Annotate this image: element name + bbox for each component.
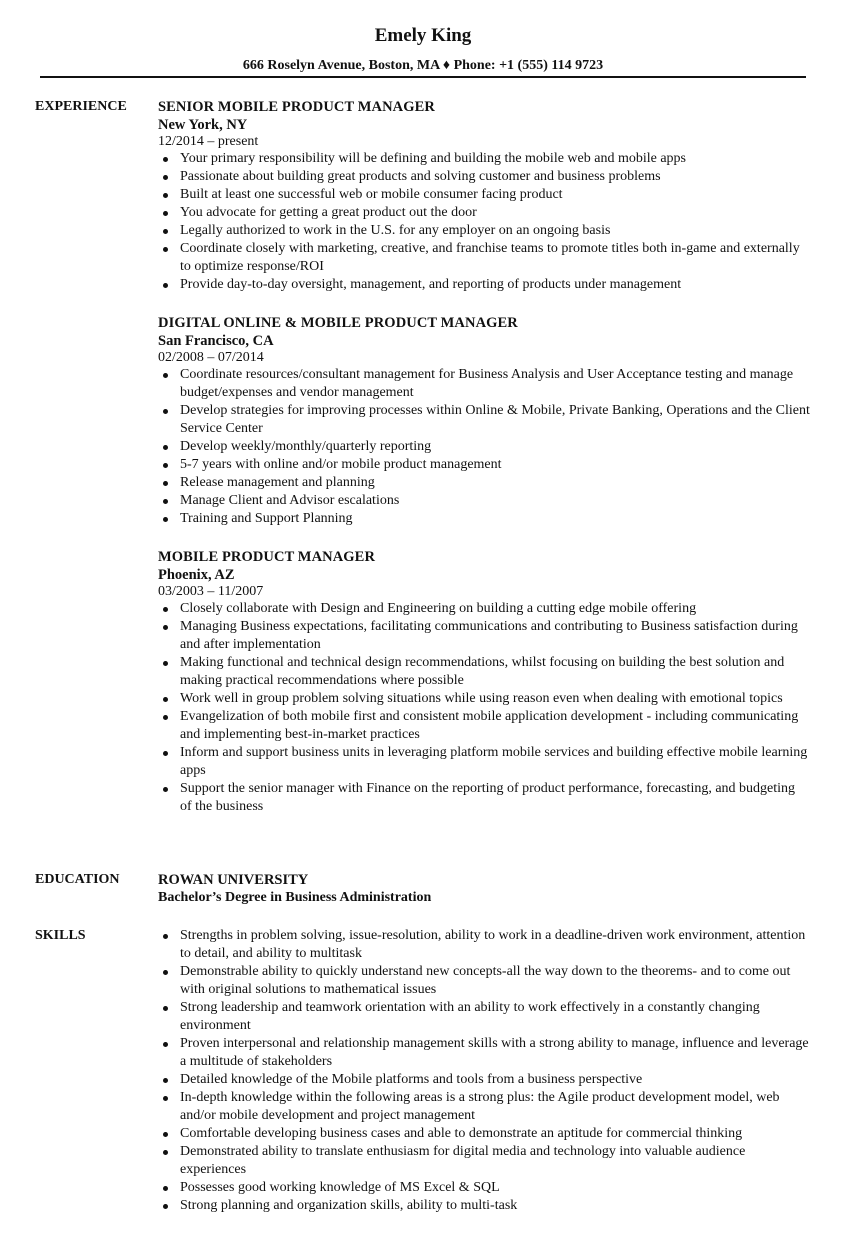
- job-dates: 02/2008 – 07/2014: [158, 350, 264, 365]
- section-label-skills: SKILLS: [35, 928, 86, 943]
- contact-line: 666 Roselyn Avenue, Boston, MA ♦ Phone: +1 (555) 114 9723: [242, 58, 604, 73]
- resume-header: [0, 24, 846, 75]
- list-item: Coordinate resources/consultant management for Business Analysis and User Acceptance testing and manage budget/expenses and vendor management: [158, 366, 810, 402]
- list-item: Manage Client and Advisor escalations: [158, 492, 810, 510]
- section-label-education: EDUCATION: [35, 872, 120, 887]
- list-item: Passionate about building great products and solving customer and business problems: [158, 168, 810, 186]
- list-item: Strengths in problem solving, issue-resolution, ability to work in a deadline-driven work environment, attention to detail, and ability to multitask: [158, 927, 810, 963]
- list-item: Demonstrable ability to quickly understand new concepts-all the way down to the theorems- and to come out with original solutions to mathematical issues: [158, 963, 810, 999]
- list-item: Inform and support business units in leveraging platform mobile services and building effective mobile learning apps: [158, 744, 810, 780]
- list-item: Develop weekly/monthly/quarterly reporting: [158, 438, 810, 456]
- job-title: SENIOR MOBILE PRODUCT MANAGER: [158, 99, 435, 115]
- job-bullets: [158, 150, 810, 294]
- list-item: You advocate for getting a great product out the door: [158, 204, 810, 222]
- list-item: Managing Business expectations, facilitating communications and contributing to Business satisfaction during and after implementation: [158, 618, 810, 654]
- school-name: ROWAN UNIVERSITY: [158, 872, 309, 888]
- list-item: Closely collaborate with Design and Engineering on building a cutting edge mobile offering: [158, 600, 810, 618]
- list-item: Legally authorized to work in the U.S. for any employer on an ongoing basis: [158, 222, 810, 240]
- job-entry: [158, 314, 810, 528]
- list-item: Evangelization of both mobile first and consistent mobile application development - including communicating and implementing best-in-market practices: [158, 708, 810, 744]
- list-item: Comfortable developing business cases and able to demonstrate an aptitude for commercial thinking: [158, 1125, 810, 1143]
- degree-name: Bachelor’s Degree in Business Administration: [158, 890, 432, 905]
- list-item: Making functional and technical design recommendations, whilst focusing on building the best solution and making practical recommendations where possible: [158, 654, 810, 690]
- list-item: Provide day-to-day oversight, management, and reporting of products under management: [158, 276, 810, 294]
- job-location: Phoenix, AZ: [158, 567, 235, 583]
- job-entry: [158, 548, 810, 816]
- candidate-name: Emely King: [374, 25, 472, 46]
- job-dates: 03/2003 – 11/2007: [158, 584, 264, 599]
- job-bullets: [158, 366, 810, 528]
- list-item: Training and Support Planning: [158, 510, 810, 528]
- education-body: [158, 871, 810, 907]
- list-item: Work well in group problem solving situations while using reason even when dealing with emotional topics: [158, 690, 810, 708]
- list-item: Develop strategies for improving processes within Online & Mobile, Private Banking, Operations and the Client Service Center: [158, 402, 810, 438]
- list-item: Detailed knowledge of the Mobile platforms and tools from a business perspective: [158, 1071, 810, 1089]
- list-item: Coordinate closely with marketing, creative, and franchise teams to promote titles both in-game and externally to optimize response/ROI: [158, 240, 810, 276]
- list-item: Demonstrated ability to translate enthusiasm for digital media and technology into valuable audience experiences: [158, 1143, 810, 1179]
- job-title: MOBILE PRODUCT MANAGER: [158, 549, 376, 565]
- job-title: DIGITAL ONLINE & MOBILE PRODUCT MANAGER: [158, 315, 518, 331]
- section-label-experience: EXPERIENCE: [35, 99, 127, 114]
- list-item: Strong planning and organization skills, ability to multi-task: [158, 1197, 810, 1215]
- job-location: San Francisco, CA: [158, 333, 274, 349]
- list-item: In-depth knowledge within the following areas is a strong plus: the Agile product development model, web and/or mobile development and project management: [158, 1089, 810, 1125]
- list-item: Release management and planning: [158, 474, 810, 492]
- list-item: 5-7 years with online and/or mobile product management: [158, 456, 810, 474]
- list-item: Your primary responsibility will be defining and building the mobile web and mobile apps: [158, 150, 810, 168]
- list-item: Strong leadership and teamwork orientation with an ability to work effectively in a constantly changing environment: [158, 999, 810, 1035]
- list-item: Possesses good working knowledge of MS Excel & SQL: [158, 1179, 810, 1197]
- job-bullets: [158, 600, 810, 816]
- list-item: Built at least one successful web or mobile consumer facing product: [158, 186, 810, 204]
- skills-list: [158, 927, 810, 1215]
- job-location: New York, NY: [158, 117, 248, 133]
- header-divider: [40, 76, 806, 78]
- job-entry: [158, 98, 810, 294]
- experience-body: [158, 98, 810, 836]
- skills-body: [158, 927, 810, 1215]
- job-dates: 12/2014 – present: [158, 134, 259, 149]
- list-item: Proven interpersonal and relationship management skills with a strong ability to manage, influence and leverage a multitude of stakeholders: [158, 1035, 810, 1071]
- list-item: Support the senior manager with Finance on the reporting of product performance, forecasting, and budgeting of the business: [158, 780, 810, 816]
